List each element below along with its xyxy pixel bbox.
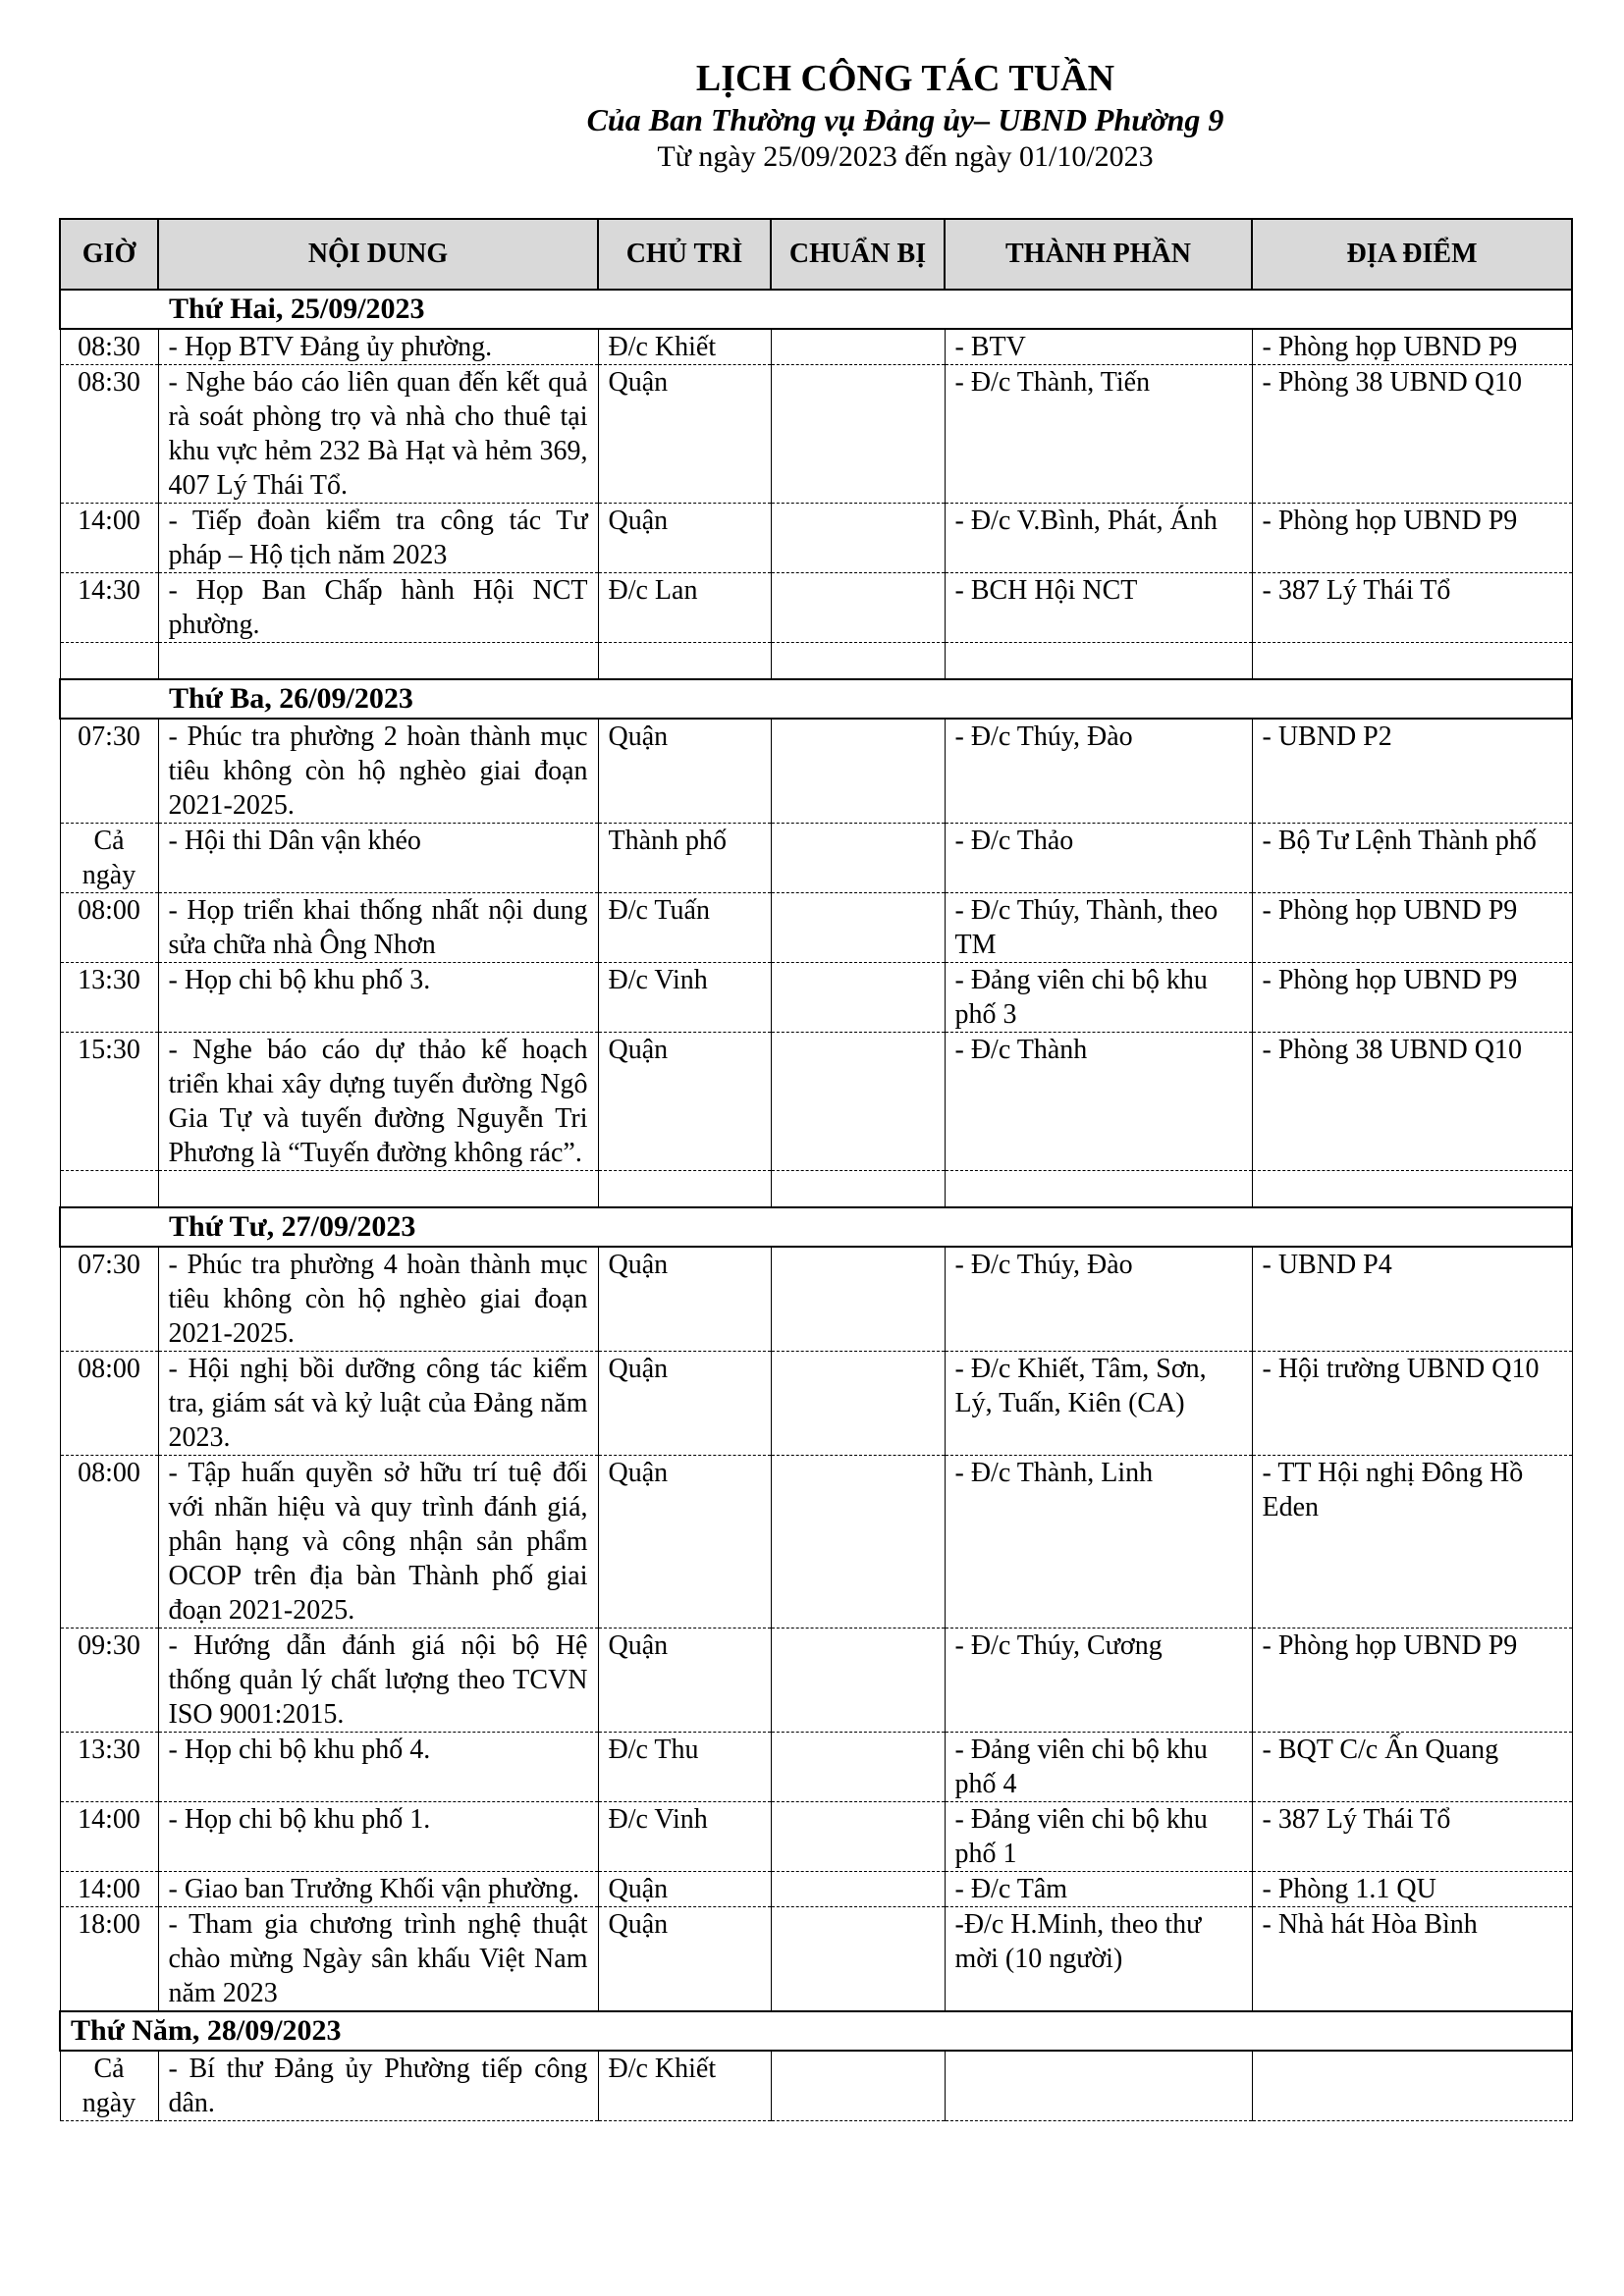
table-row (60, 1456, 1572, 1629)
cell-participants: - Đ/c Khiết, Tâm, Sơn, Lý, Tuấn, Kiên (CA) (945, 1352, 1252, 1456)
cell-prepare (771, 2051, 945, 2121)
cell-chair: Đ/c Lan (598, 573, 771, 643)
cell-prepare (771, 824, 945, 893)
cell-time: 08:30 (60, 329, 158, 365)
day-label: Thứ Tư, 27/09/2023 (60, 1207, 1572, 1247)
cell-prepare (771, 893, 945, 963)
cell-location (1252, 2051, 1572, 2121)
table-row (60, 1629, 1572, 1733)
cell-chair: Quận (598, 1247, 771, 1352)
cell-time: 08:00 (60, 1352, 158, 1456)
cell-participants: - BCH Hội NCT (945, 573, 1252, 643)
cell-time: 09:30 (60, 1629, 158, 1733)
cell-participants: - Đảng viên chi bộ khu phố 1 (945, 1802, 1252, 1872)
empty-cell (1252, 643, 1572, 680)
cell-content: - Họp BTV Đảng ủy phường. (158, 329, 598, 365)
cell-time: 07:30 (60, 719, 158, 824)
cell-content: - Phúc tra phường 4 hoàn thành mục tiêu không còn hộ nghèo giai đoạn 2021-2025. (158, 1247, 598, 1352)
table-row (60, 2051, 1572, 2121)
cell-chair: Quận (598, 1033, 771, 1171)
table-row (60, 1352, 1572, 1456)
cell-chair: Đ/c Khiết (598, 329, 771, 365)
cell-prepare (771, 1456, 945, 1629)
cell-chair: Đ/c Thu (598, 1733, 771, 1802)
table-row (60, 893, 1572, 963)
cell-location: - Phòng họp UBND P9 (1252, 893, 1572, 963)
cell-participants: - BTV (945, 329, 1252, 365)
empty-cell (771, 643, 945, 680)
day-label: Thứ Hai, 25/09/2023 (60, 290, 1572, 329)
empty-cell (158, 643, 598, 680)
cell-content: - Nghe báo cáo dự thảo kế hoạch triển khai xây dựng tuyến đường Ngô Gia Tự và tuyến đường Nguyễn Tri Phương là “Tuyến đường không rác”. (158, 1033, 598, 1171)
cell-content: - Giao ban Trưởng Khối vận phường. (158, 1872, 598, 1907)
cell-location: - 387 Lý Thái Tổ (1252, 1802, 1572, 1872)
cell-time: 14:00 (60, 1872, 158, 1907)
cell-content: - Tiếp đoàn kiểm tra công tác Tư pháp – Hộ tịch năm 2023 (158, 504, 598, 573)
cell-prepare (771, 1907, 945, 2012)
cell-prepare (771, 963, 945, 1033)
cell-content: - Hướng dẫn đánh giá nội bộ Hệ thống quản lý chất lượng theo TCVN ISO 9001:2015. (158, 1629, 598, 1733)
cell-content: - Phúc tra phường 2 hoàn thành mục tiêu không còn hộ nghèo giai đoạn 2021-2025. (158, 719, 598, 824)
cell-chair: Quận (598, 504, 771, 573)
cell-prepare (771, 573, 945, 643)
col-header-location: ĐỊA ĐIỂM (1252, 219, 1572, 290)
table-row (60, 824, 1572, 893)
table-header-row (60, 219, 1572, 290)
table-row (60, 504, 1572, 573)
document-header (0, 57, 1624, 175)
cell-time: Cả ngày (60, 824, 158, 893)
cell-prepare (771, 1033, 945, 1171)
cell-time: 14:00 (60, 1802, 158, 1872)
cell-participants: - Đ/c Thành, Tiến (945, 365, 1252, 504)
day-header-row (60, 2011, 1572, 2051)
cell-location: - Phòng 38 UBND Q10 (1252, 365, 1572, 504)
cell-prepare (771, 1872, 945, 1907)
empty-cell (1252, 1171, 1572, 1208)
cell-participants: -Đ/c H.Minh, theo thư mời (10 người) (945, 1907, 1252, 2012)
day-header-row (60, 290, 1572, 329)
table-row (60, 1907, 1572, 2012)
cell-prepare (771, 1802, 945, 1872)
cell-participants: - Đảng viên chi bộ khu phố 4 (945, 1733, 1252, 1802)
cell-location: - Phòng 1.1 QU (1252, 1872, 1572, 1907)
empty-cell (60, 1171, 158, 1208)
cell-participants: - Đ/c Thúy, Thành, theo TM (945, 893, 1252, 963)
cell-location: - 387 Lý Thái Tổ (1252, 573, 1572, 643)
cell-chair: Đ/c Tuấn (598, 893, 771, 963)
spacer-row (60, 1171, 1572, 1208)
cell-participants: - Đ/c Thúy, Đào (945, 1247, 1252, 1352)
cell-location: - Phòng họp UBND P9 (1252, 329, 1572, 365)
cell-participants: - Đ/c Thành (945, 1033, 1252, 1171)
document-title: LỊCH CÔNG TÁC TUẦN (695, 58, 1115, 99)
cell-participants: - Đ/c Thúy, Cương (945, 1629, 1252, 1733)
schedule-table (59, 218, 1573, 2121)
cell-time: 13:30 (60, 1733, 158, 1802)
cell-content: - Nghe báo cáo liên quan đến kết quả rà soát phòng trọ và nhà cho thuê tại khu vực hẻm 232 Bà Hạt và hẻm 369, 407 Lý Thái Tổ. (158, 365, 598, 504)
day-label: Thứ Ba, 26/09/2023 (60, 679, 1572, 719)
empty-cell (598, 1171, 771, 1208)
schedule-body (60, 290, 1572, 2121)
cell-location: - UBND P2 (1252, 719, 1572, 824)
empty-cell (598, 643, 771, 680)
table-row (60, 719, 1572, 824)
cell-chair: Quận (598, 1456, 771, 1629)
cell-location: - Bộ Tư Lệnh Thành phố (1252, 824, 1572, 893)
cell-chair: Đ/c Vinh (598, 1802, 771, 1872)
table-row (60, 573, 1572, 643)
cell-time: 14:30 (60, 573, 158, 643)
day-header-row (60, 679, 1572, 719)
cell-location: - Nhà hát Hòa Bình (1252, 1907, 1572, 2012)
cell-prepare (771, 1629, 945, 1733)
cell-content: - Hội thi Dân vận khéo (158, 824, 598, 893)
cell-prepare (771, 365, 945, 504)
cell-content: - Họp triển khai thống nhất nội dung sửa chữa nhà Ông Nhơn (158, 893, 598, 963)
table-row (60, 365, 1572, 504)
cell-prepare (771, 1247, 945, 1352)
table-row (60, 1872, 1572, 1907)
day-label: Thứ Năm, 28/09/2023 (60, 2011, 1572, 2051)
cell-prepare (771, 504, 945, 573)
cell-content: - Họp chi bộ khu phố 3. (158, 963, 598, 1033)
document-subtitle: Của Ban Thường vụ Đảng ủy– UBND Phường 9 (586, 102, 1224, 137)
cell-participants: - Đ/c Thành, Linh (945, 1456, 1252, 1629)
cell-location: - Phòng họp UBND P9 (1252, 1629, 1572, 1733)
cell-chair: Quận (598, 365, 771, 504)
cell-chair: Quận (598, 1629, 771, 1733)
cell-participants: - Đ/c Thảo (945, 824, 1252, 893)
table-row (60, 329, 1572, 365)
cell-content: - Tập huấn quyền sở hữu trí tuệ đối với nhãn hiệu và quy trình đánh giá, phân hạng và công nhận sản phẩm OCOP trên địa bàn Thành phố giai đoạn 2021-2025. (158, 1456, 598, 1629)
col-header-time: GIỜ (60, 219, 158, 290)
cell-location: - TT Hội nghị Đông Hồ Eden (1252, 1456, 1572, 1629)
cell-content: - Hội nghị bồi dưỡng công tác kiểm tra, giám sát và kỷ luật của Đảng năm 2023. (158, 1352, 598, 1456)
cell-participants: - Đ/c Thúy, Đào (945, 719, 1252, 824)
cell-content: - Họp chi bộ khu phố 1. (158, 1802, 598, 1872)
cell-participants: - Đ/c Tâm (945, 1872, 1252, 1907)
cell-time: 08:00 (60, 893, 158, 963)
cell-time: 18:00 (60, 1907, 158, 2012)
cell-time: 13:30 (60, 963, 158, 1033)
empty-cell (771, 1171, 945, 1208)
cell-chair: Đ/c Khiết (598, 2051, 771, 2121)
table-row (60, 1033, 1572, 1171)
table-row (60, 963, 1572, 1033)
cell-chair: Quận (598, 1872, 771, 1907)
empty-cell (60, 643, 158, 680)
cell-content: - Họp Ban Chấp hành Hội NCT phường. (158, 573, 598, 643)
cell-chair: Thành phố (598, 824, 771, 893)
cell-prepare (771, 719, 945, 824)
cell-participants: - Đảng viên chi bộ khu phố 3 (945, 963, 1252, 1033)
cell-chair: Quận (598, 719, 771, 824)
cell-location: - BQT C/c Ấn Quang (1252, 1733, 1572, 1802)
day-header-row (60, 1207, 1572, 1247)
table-row (60, 1733, 1572, 1802)
cell-content: - Tham gia chương trình nghệ thuật chào mừng Ngày sân khấu Việt Nam năm 2023 (158, 1907, 598, 2012)
empty-cell (945, 643, 1252, 680)
cell-content: - Họp chi bộ khu phố 4. (158, 1733, 598, 1802)
cell-chair: Quận (598, 1352, 771, 1456)
cell-location: - UBND P4 (1252, 1247, 1572, 1352)
cell-time: Cả ngày (60, 2051, 158, 2121)
cell-location: - Phòng họp UBND P9 (1252, 963, 1572, 1033)
cell-time: 08:00 (60, 1456, 158, 1629)
cell-time: 15:30 (60, 1033, 158, 1171)
cell-content: - Bí thư Đảng ủy Phường tiếp công dân. (158, 2051, 598, 2121)
spacer-row (60, 643, 1572, 680)
cell-chair: Đ/c Vinh (598, 963, 771, 1033)
cell-prepare (771, 1352, 945, 1456)
cell-time: 14:00 (60, 504, 158, 573)
empty-cell (158, 1171, 598, 1208)
col-header-content: NỘI DUNG (158, 219, 598, 290)
cell-participants (945, 2051, 1252, 2121)
col-header-participants: THÀNH PHẦN (945, 219, 1252, 290)
table-row (60, 1247, 1572, 1352)
table-row (60, 1802, 1572, 1872)
col-header-prepare: CHUẨN BỊ (771, 219, 945, 290)
cell-location: - Hội trường UBND Q10 (1252, 1352, 1572, 1456)
cell-prepare (771, 329, 945, 365)
cell-participants: - Đ/c V.Bình, Phát, Ánh (945, 504, 1252, 573)
cell-location: - Phòng họp UBND P9 (1252, 504, 1572, 573)
cell-chair: Quận (598, 1907, 771, 2012)
cell-time: 07:30 (60, 1247, 158, 1352)
cell-prepare (771, 1733, 945, 1802)
cell-time: 08:30 (60, 365, 158, 504)
empty-cell (945, 1171, 1252, 1208)
date-range: Từ ngày 25/09/2023 đến ngày 01/10/2023 (657, 140, 1154, 173)
col-header-chair: CHỦ TRÌ (598, 219, 771, 290)
cell-location: - Phòng 38 UBND Q10 (1252, 1033, 1572, 1171)
